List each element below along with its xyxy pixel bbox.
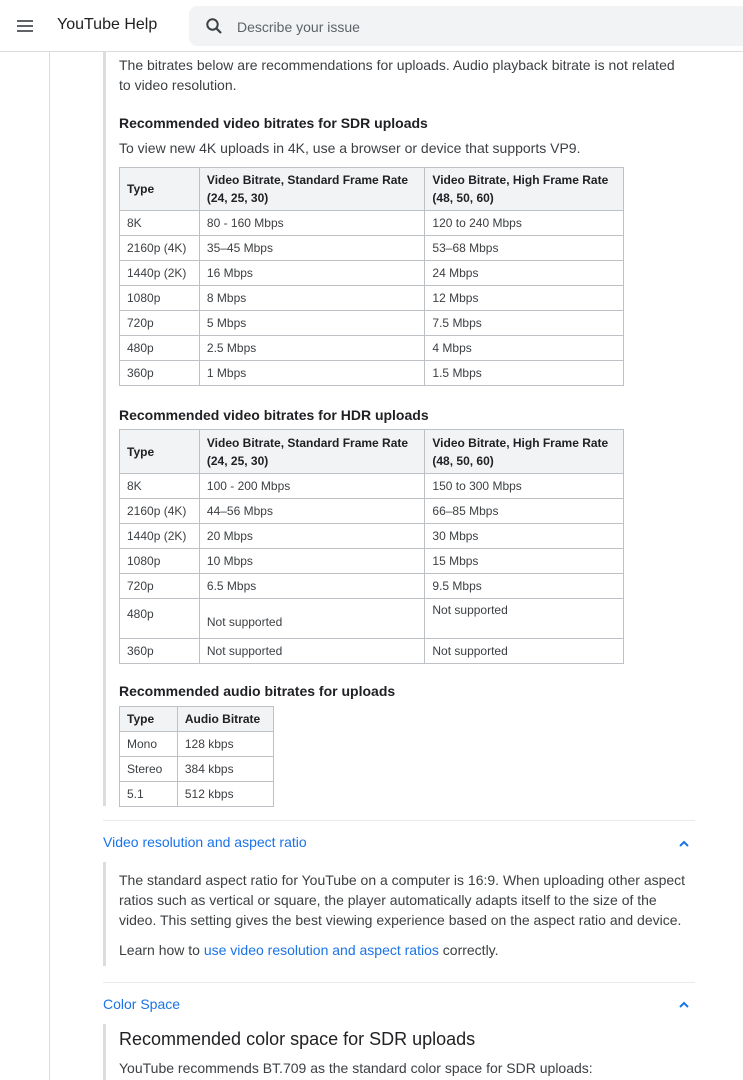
table-cell: 120 to 240 Mbps — [425, 211, 624, 236]
table-cell: 2160p (4K) — [120, 499, 200, 524]
chevron-up-icon[interactable] — [677, 839, 691, 849]
sdr-note: To view new 4K uploads in 4K, use a browser or device that supports VP9. — [119, 140, 581, 156]
table-cell: 7.5 Mbps — [425, 311, 624, 336]
table-cell: 12 Mbps — [425, 286, 624, 311]
table-header: Audio Bitrate — [177, 707, 273, 732]
table-cell: 480p — [120, 336, 200, 361]
table-cell: 150 to 300 Mbps — [425, 474, 624, 499]
table-cell: 16 Mbps — [199, 261, 425, 286]
table-row — [120, 499, 624, 524]
table-cell: 9.5 Mbps — [425, 574, 624, 599]
table-cell: Not supported — [425, 639, 624, 664]
table-row — [120, 336, 624, 361]
table-cell: 1.5 Mbps — [425, 361, 624, 386]
accordion-color-space[interactable]: Color Space — [103, 996, 181, 1012]
table-cell: 8K — [120, 211, 200, 236]
table-row — [120, 782, 274, 807]
table-header: Type — [120, 430, 200, 474]
learn-suffix: correctly. — [438, 942, 499, 958]
table-cell: 1080p — [120, 549, 200, 574]
table-cell: Not supported — [425, 599, 624, 639]
table-cell: 720p — [120, 311, 200, 336]
hdr-bitrate-table — [119, 429, 624, 664]
table-cell: 5.1 — [120, 782, 178, 807]
table-row — [120, 599, 624, 639]
table-cell: Not supported — [199, 639, 425, 664]
table-cell: 53–68 Mbps — [425, 236, 624, 261]
accordion-video-resolution[interactable]: Video resolution and aspect ratio — [103, 834, 307, 850]
table-cell: 720p — [120, 574, 200, 599]
table-cell: 1 Mbps — [199, 361, 425, 386]
table-cell: Mono — [120, 732, 178, 757]
search-icon[interactable] — [205, 17, 223, 35]
table-cell: 5 Mbps — [199, 311, 425, 336]
table-header: Video Bitrate, High Frame Rate (48, 50, 60) — [425, 430, 624, 474]
table-cell: 66–85 Mbps — [425, 499, 624, 524]
resolution-learn-line — [119, 940, 689, 960]
table-cell: 8K — [120, 474, 200, 499]
table-cell: 512 kbps — [177, 782, 273, 807]
left-rail-divider — [49, 52, 50, 1080]
chevron-up-icon[interactable] — [677, 1000, 691, 1010]
table-row — [120, 639, 624, 664]
table-cell: 15 Mbps — [425, 549, 624, 574]
color-space-body: YouTube recommends BT.709 as the standard color space for SDR uploads: — [119, 1060, 593, 1076]
table-cell: 2.5 Mbps — [199, 336, 425, 361]
table-cell: 4 Mbps — [425, 336, 624, 361]
table-row — [120, 524, 624, 549]
table-row — [120, 236, 624, 261]
table-header: Video Bitrate, High Frame Rate (48, 50, 60) — [425, 168, 624, 211]
sdr-bitrate-table — [119, 167, 624, 386]
table-cell: 6.5 Mbps — [199, 574, 425, 599]
table-cell: 1440p (2K) — [120, 524, 200, 549]
table-header: Video Bitrate, Standard Frame Rate (24, 25, 30) — [199, 430, 425, 474]
table-cell: 128 kbps — [177, 732, 273, 757]
section-divider — [103, 982, 695, 983]
table-cell: 20 Mbps — [199, 524, 425, 549]
table-header: Video Bitrate, Standard Frame Rate (24, 25, 30) — [199, 168, 425, 211]
table-cell: 384 kbps — [177, 757, 273, 782]
table-cell: 44–56 Mbps — [199, 499, 425, 524]
audio-heading: Recommended audio bitrates for uploads — [119, 683, 396, 699]
table-cell: 30 Mbps — [425, 524, 624, 549]
table-row — [120, 261, 624, 286]
sdr-heading: Recommended video bitrates for SDR uploads — [119, 115, 428, 131]
table-cell: Stereo — [120, 757, 178, 782]
table-cell: 1440p (2K) — [120, 261, 200, 286]
table-row — [120, 757, 274, 782]
bitrates-intro: The bitrates below are recommendations for uploads. Audio playback bitrate is not related to video resolution. — [119, 57, 675, 93]
table-cell: Not supported — [199, 599, 425, 639]
table-row — [120, 549, 624, 574]
table-cell: 8 Mbps — [199, 286, 425, 311]
table-row — [120, 361, 624, 386]
search-box[interactable] — [189, 6, 743, 46]
aspect-ratio-link[interactable]: use video resolution and aspect ratios — [203, 942, 439, 958]
table-row — [120, 211, 624, 236]
table-cell: 24 Mbps — [425, 261, 624, 286]
app-title[interactable]: YouTube Help — [57, 16, 158, 33]
table-cell: 480p — [120, 599, 200, 639]
expanded-section-bar — [103, 862, 106, 966]
top-bar — [0, 0, 743, 52]
hdr-heading: Recommended video bitrates for HDR uploads — [119, 407, 429, 423]
table-row — [120, 286, 624, 311]
table-cell: 360p — [120, 639, 200, 664]
table-header: Type — [120, 168, 200, 211]
hamburger-menu-icon[interactable] — [14, 16, 36, 36]
table-cell: 360p — [120, 361, 200, 386]
table-header: Type — [120, 707, 178, 732]
color-space-heading: Recommended color space for SDR uploads — [119, 1029, 476, 1049]
table-cell: 1080p — [120, 286, 200, 311]
expanded-section-bar — [103, 52, 106, 806]
search-input[interactable] — [235, 6, 719, 48]
audio-bitrate-table — [119, 706, 274, 807]
expanded-section-bar — [103, 1024, 106, 1080]
table-cell: 35–45 Mbps — [199, 236, 425, 261]
table-cell: 2160p (4K) — [120, 236, 200, 261]
table-row — [120, 732, 274, 757]
table-cell: 10 Mbps — [199, 549, 425, 574]
resolution-body: The standard aspect ratio for YouTube on a computer is 16:9. When uploading other aspect ratios such as vertical or square, the player automatically adapts itself to the size of the video. This setting gives the best viewing experience based on the aspect ratio and device. — [119, 872, 686, 928]
table-row — [120, 311, 624, 336]
learn-prefix: Learn how to — [119, 942, 204, 958]
table-cell: 100 - 200 Mbps — [199, 474, 425, 499]
table-row — [120, 574, 624, 599]
section-divider — [103, 820, 695, 821]
table-row — [120, 474, 624, 499]
table-cell: 80 - 160 Mbps — [199, 211, 425, 236]
